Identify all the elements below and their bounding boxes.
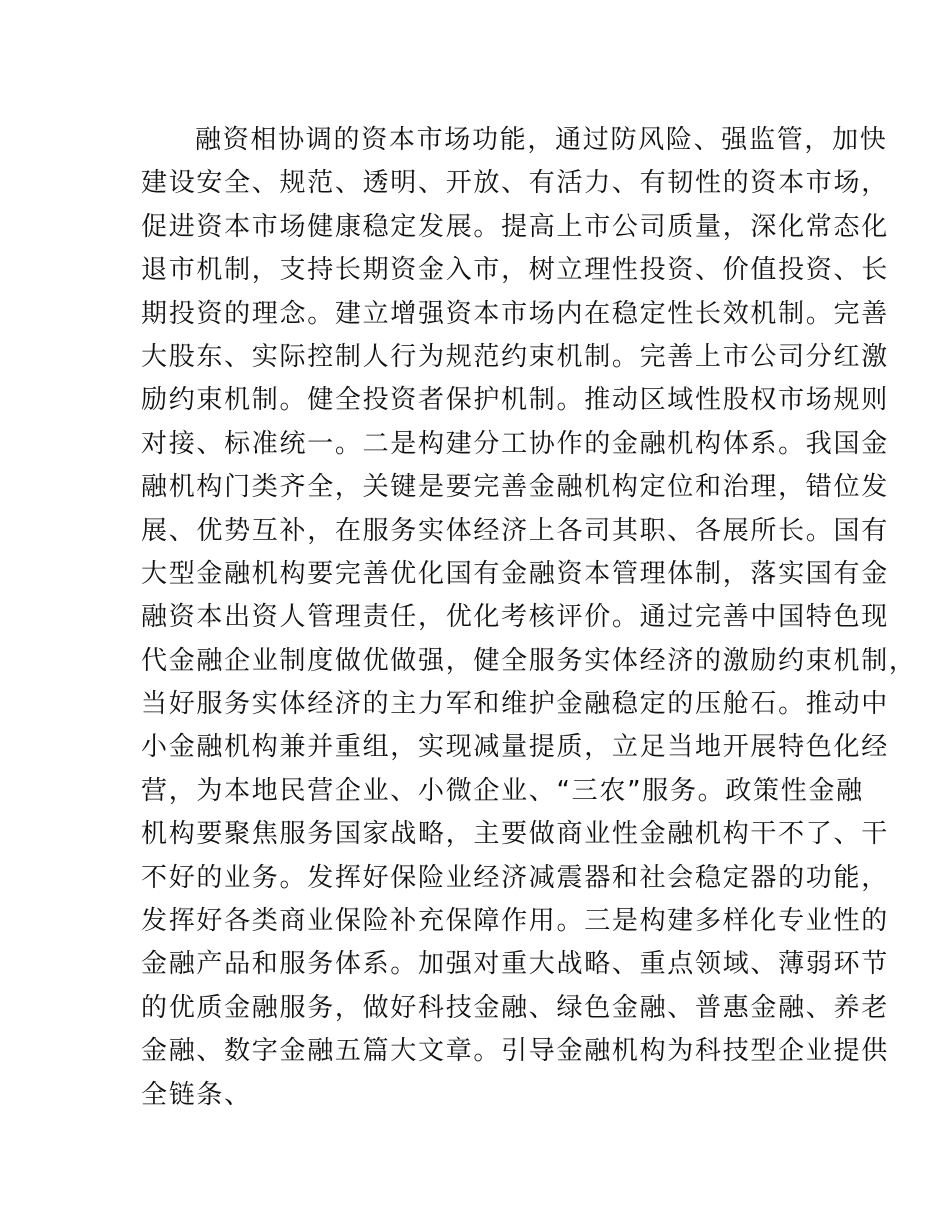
text-line: 大股东、实际控制人行为规范约束机制。完善上市公司分红激: [141, 341, 889, 372]
text-line: 金融产品和服务体系。加强对重大战略、重点领域、薄弱环节: [141, 949, 889, 980]
text-line: 发挥好各类商业保险补充保障作用。三是构建多样化专业性的: [141, 906, 889, 937]
text-line: 小金融机构兼并重组，实现减量提质，立足当地开展特色化经: [141, 732, 889, 763]
text-line: 对接、标准统一。二是构建分工协作的金融机构体系。我国金: [141, 428, 889, 459]
text-line: 的优质金融服务，做好科技金融、绿色金融、普惠金融、养老: [141, 992, 889, 1023]
text-line: 融资相协调的资本市场功能，通过防风险、强监管，加快: [195, 125, 888, 155]
text-line: 励约束机制。健全投资者保护机制。推动区域性股权市场规则: [141, 385, 889, 416]
text-line: 不好的业务。发挥好保险业经济减震器和社会稳定器的功能，: [141, 862, 889, 893]
text-line: 展、优势互补，在服务实体经济上各司其职、各展所长。国有: [141, 515, 889, 546]
text-line: 代金融企业制度做优做强，健全服务实体经济的激励约束机制，: [141, 645, 917, 676]
body-paragraph: [141, 119, 917, 1117]
text-line: 融机构门类齐全，关键是要完善金融机构定位和治理，错位发: [141, 472, 889, 503]
text-line: 金融、数字金融五篇大文章。引导金融机构为科技型企业提供: [141, 1036, 889, 1067]
text-line: 全链条、: [141, 1079, 252, 1110]
text-line: 退市机制，支持长期资金入市，树立理性投资、价值投资、长: [141, 255, 889, 286]
text-line: 融资本出资人管理责任，优化考核评价。通过完善中国特色现: [141, 602, 889, 633]
text-line: 大型金融机构要完善优化国有金融资本管理体制，落实国有金: [141, 558, 889, 589]
text-line: 期投资的理念。建立增强资本市场内在稳定性长效机制。完善: [141, 298, 889, 329]
text-line: 建设安全、规范、透明、开放、有活力、有韧性的资本市场，: [141, 168, 889, 199]
text-line: 当好服务实体经济的主力军和维护金融稳定的压舱石。推动中: [141, 689, 889, 720]
text-line: 营，为本地民营企业、小微企业、“三农”服务。政策性金融: [141, 775, 864, 806]
text-line: 促进资本市场健康稳定发展。提高上市公司质量，深化常态化: [141, 211, 889, 242]
text-line: 机构要聚焦服务国家战略，主要做商业性金融机构干不了、干: [141, 819, 889, 850]
